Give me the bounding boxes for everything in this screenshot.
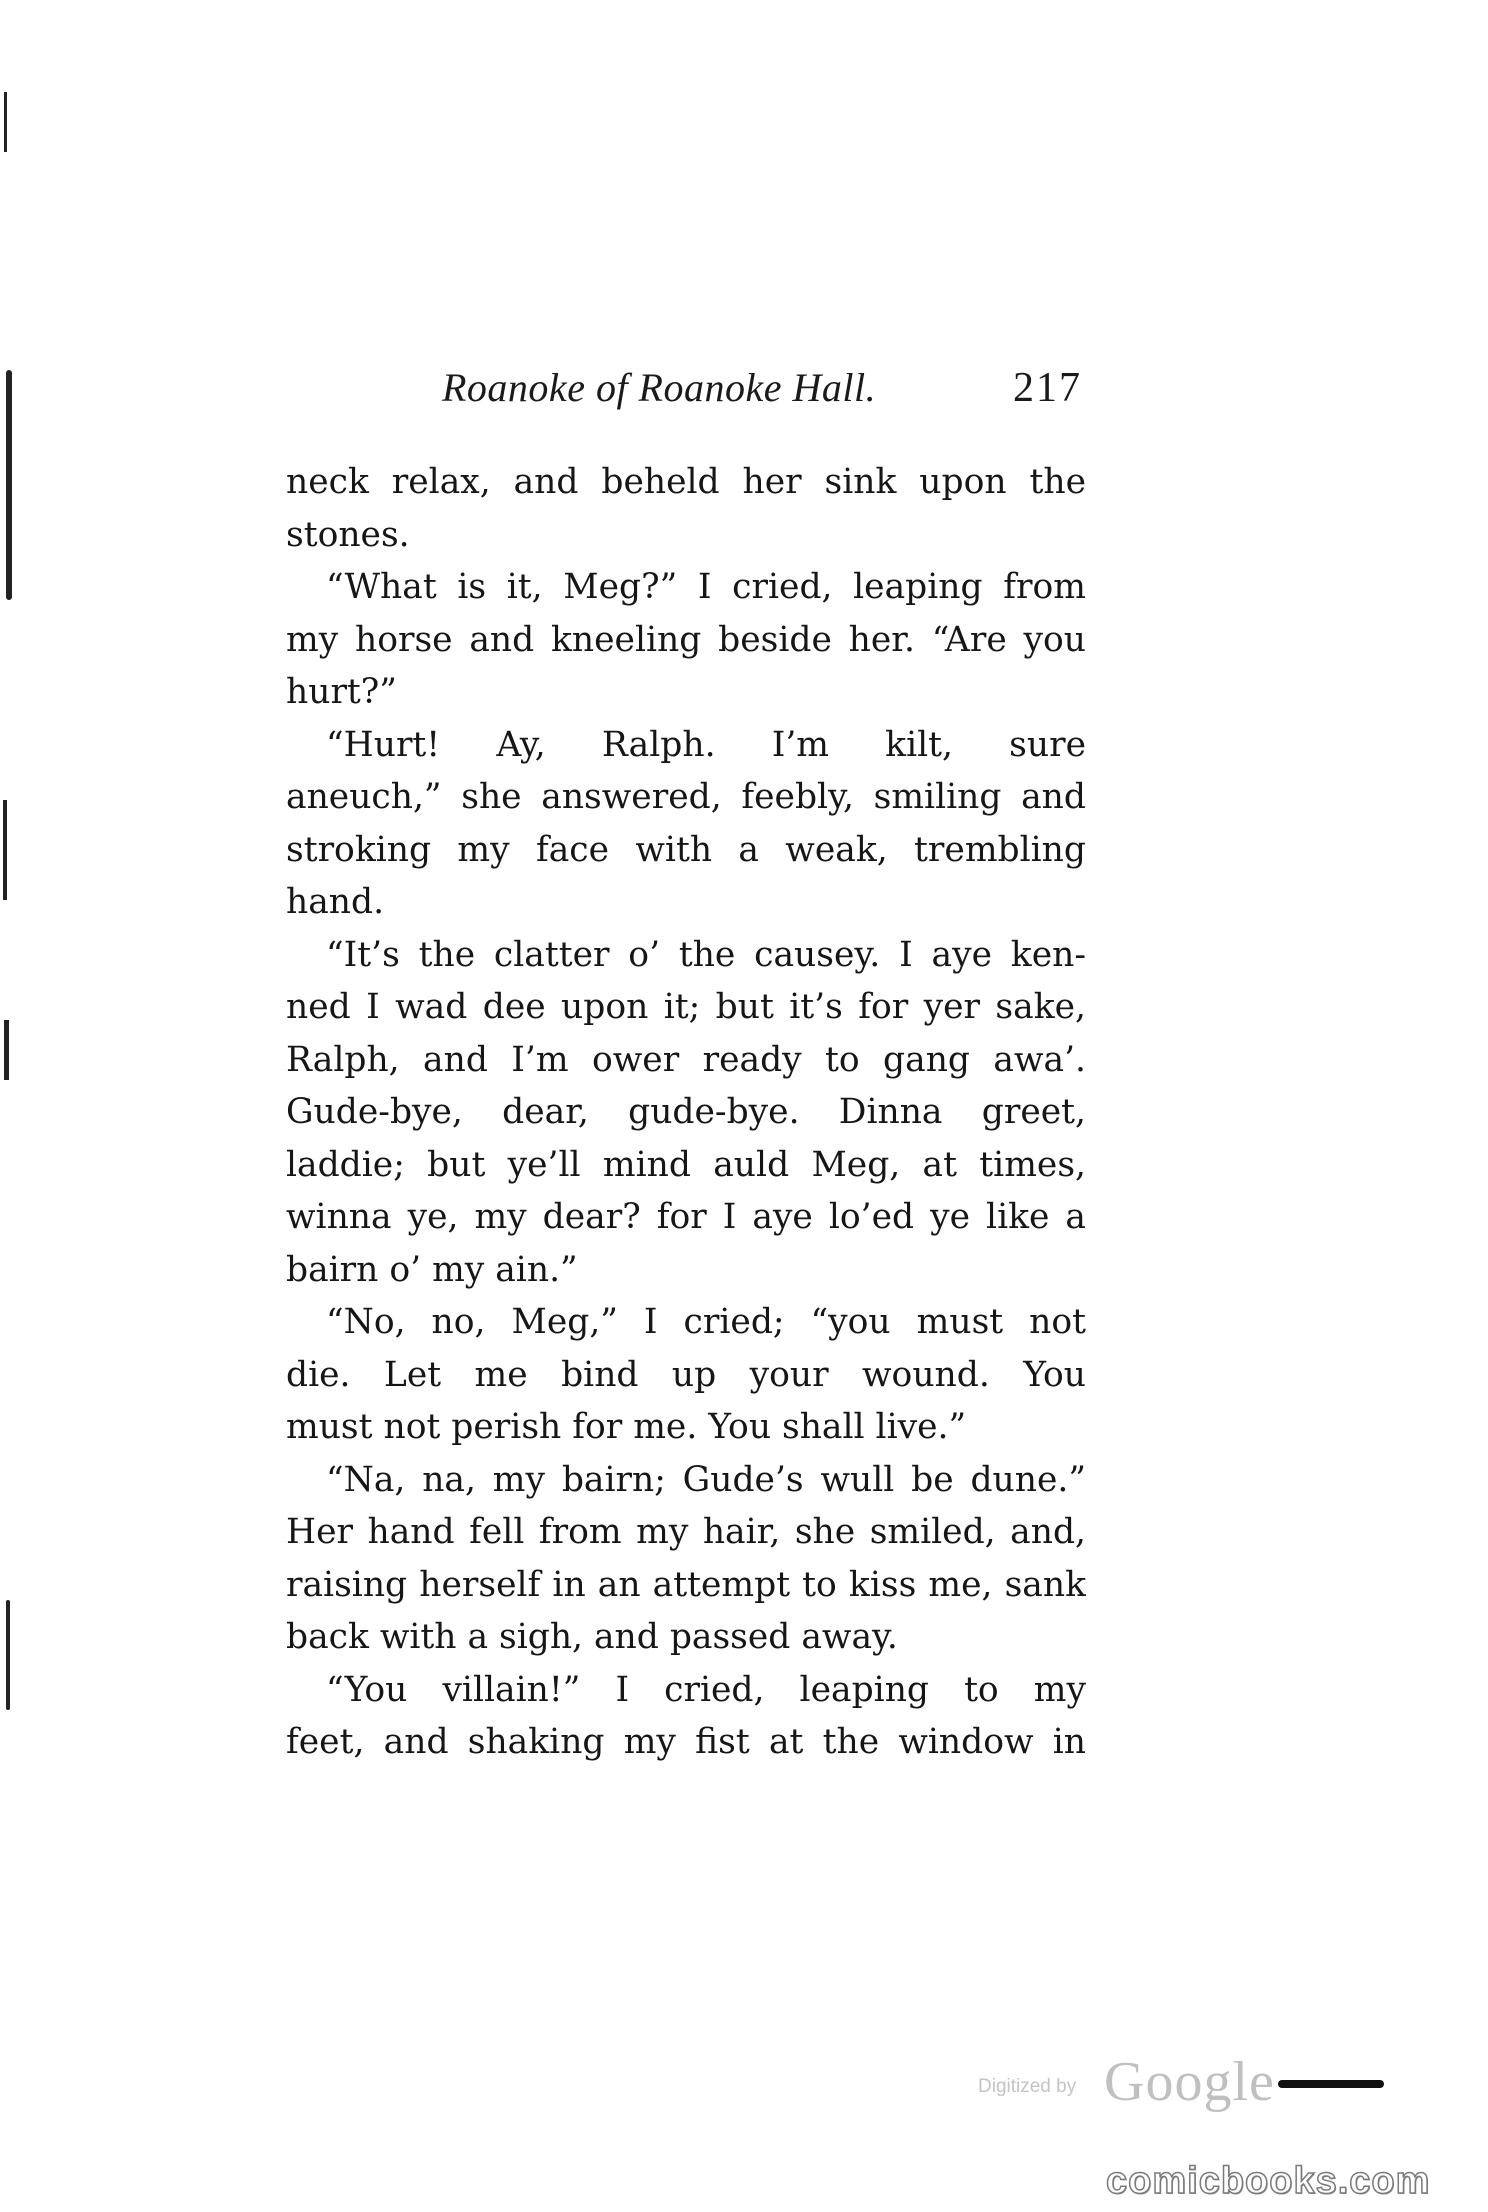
page-number: 217 [1013,365,1082,411]
text-line: “No, no, Meg,” I cried; “you must not [326,1302,1086,1342]
text-line: Ralph, and I’m ower ready to gang awa’. [286,1039,1086,1080]
text-line: stroking my face with a weak, trembling [286,829,1086,870]
text-line: “It’s the clatter o’ the causey. I aye ken- [326,934,1086,975]
text-line: “You villain!” I cried, leaping to my [326,1669,1086,1710]
text-line: must not perish for me. You shall live.” [286,1407,967,1447]
scan-edge-mark [3,800,7,900]
site-watermark: comicbooks.com [1106,2160,1431,2202]
scan-edge-mark [4,1020,9,1080]
body-text [286,456,1086,1769]
text-line: my horse and kneeling beside her. “Are you [286,619,1086,660]
text-line: “What is it, Meg?” I cried, leaping from [326,567,1086,607]
scan-edge-mark [6,370,12,600]
text-line: stones. [286,514,410,555]
text-line: “Na, na, my bairn; Gude’s wull be dune.” [326,1459,1086,1500]
text-line: die. Let me bind up your wound. You [286,1354,1086,1395]
text-line: hand. [286,882,385,922]
scan-edge-mark [6,1600,10,1710]
text-line: back with a sigh, and passed away. [286,1617,898,1657]
ink-stroke [1278,2080,1384,2088]
scan-edge-mark [4,92,7,152]
text-line: hurt?” [286,672,397,712]
running-title: Roanoke of Roanoke Hall. [442,365,877,410]
page-header [282,364,1082,424]
text-line: ned I wad dee upon it; but it’s for yer sake, [286,987,1086,1027]
text-line: “Hurt! Ay, Ralph. I’m kilt, sure [326,724,1086,765]
text-line: neck relax, and beheld her sink upon the [286,462,1086,502]
text-line: Her hand fell from my hair, she smiled, and, [286,1512,1086,1552]
digitized-by-label: Digitized by [978,2076,1077,2097]
text-line: Gude-bye, dear, gude-bye. Dinna greet, [286,1092,1086,1132]
text-line: feet, and shaking my fist at the window in [286,1722,1086,1762]
text-line: raising herself in an attempt to kiss me, sank [286,1564,1086,1605]
text-line: laddie; but ye’ll mind auld Meg, at times, [286,1144,1086,1185]
text-line: winna ye, my dear? for I aye lo’ed ye like a [286,1197,1086,1237]
text-line: bairn o’ my ain.” [286,1249,578,1290]
text-line: aneuch,” she answered, feebly, smiling and [286,777,1086,817]
google-logo: Google [1104,2051,1275,2113]
google-watermark [978,2050,1418,2113]
